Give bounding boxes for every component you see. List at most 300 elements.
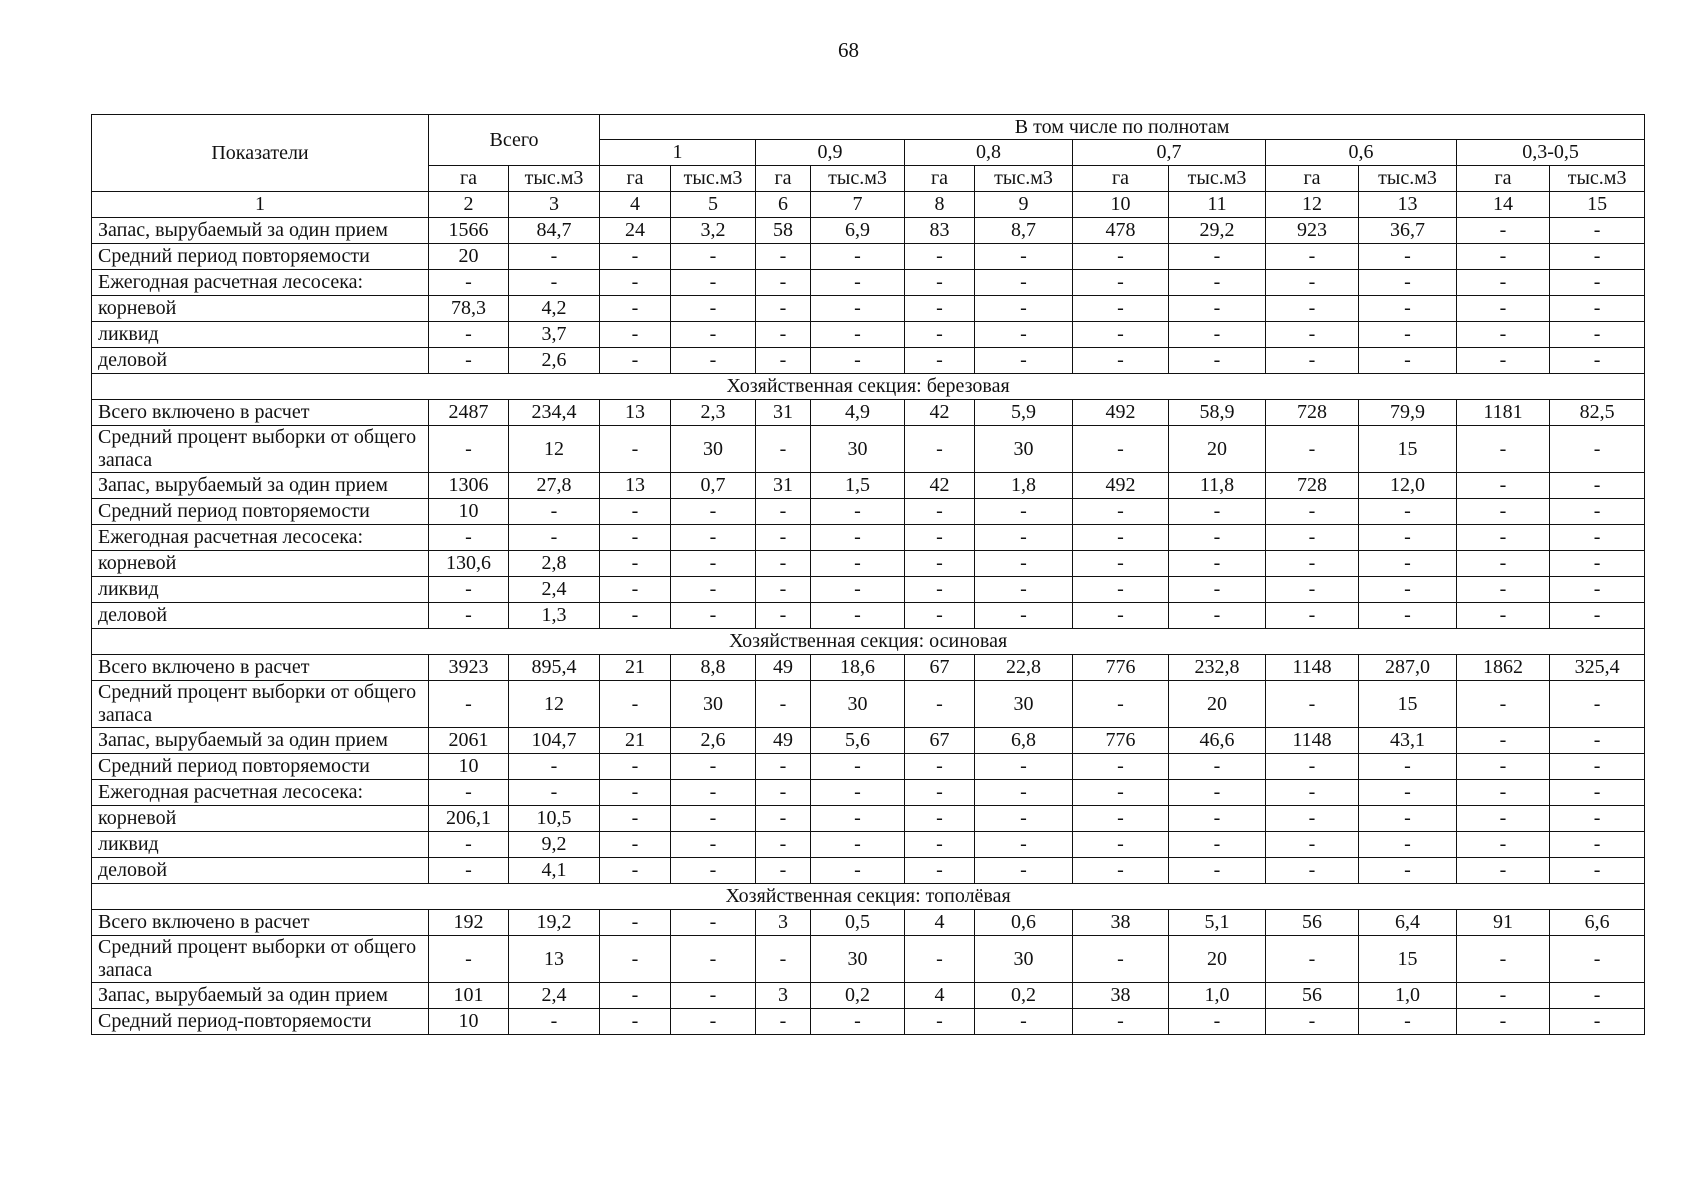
row-label: Запас, вырубаемый за один прием [92,728,429,754]
table-row [92,983,1645,1009]
table-cell: - [1457,806,1550,832]
table-cell: - [905,270,975,296]
table-cell: - [811,780,905,806]
table-cell: 10 [429,499,509,525]
table-cell: - [1266,681,1359,728]
table-row [92,551,1645,577]
table-cell: - [429,858,509,884]
table-cell: - [975,1009,1073,1035]
column-number: 2 [429,192,509,218]
table-cell: - [600,525,671,551]
table-cell: 4,9 [811,400,905,426]
table-cell: - [905,322,975,348]
table-cell: - [1457,936,1550,983]
table-cell: 22,8 [975,655,1073,681]
table-cell: - [671,551,756,577]
table-cell: - [811,858,905,884]
table-row [92,473,1645,499]
table-cell: - [1073,348,1169,374]
table-cell: - [429,525,509,551]
table-cell: - [1457,728,1550,754]
table-row [92,244,1645,270]
table-header [92,115,1645,218]
table-cell: - [671,603,756,629]
table-row [92,655,1645,681]
table-cell: 325,4 [1550,655,1645,681]
table-cell: - [1073,270,1169,296]
table-cell: 728 [1266,400,1359,426]
row-label: Ежегодная расчетная лесосека: [92,270,429,296]
table-cell: 776 [1073,655,1169,681]
table-cell: - [671,348,756,374]
table-cell: 10 [429,1009,509,1035]
table-row [92,806,1645,832]
table-cell: - [600,577,671,603]
table-cell: - [600,551,671,577]
table-cell: 30 [975,681,1073,728]
table-cell: - [1359,832,1457,858]
row-label: ликвид [92,577,429,603]
table-cell: - [1073,858,1169,884]
table-cell: - [1266,499,1359,525]
row-label: Средний процент выборки от общего запаса [92,936,429,983]
table-row [92,577,1645,603]
table-cell: - [1457,551,1550,577]
table-cell: - [1169,780,1266,806]
table-cell: - [1073,754,1169,780]
table-cell: - [811,603,905,629]
table-cell: - [1457,754,1550,780]
table-cell: - [811,322,905,348]
table-cell: 78,3 [429,296,509,322]
table-cell: - [1457,499,1550,525]
table-cell: 12 [509,681,600,728]
table-cell: 9,2 [509,832,600,858]
table-cell: - [975,525,1073,551]
table-cell: 2,4 [509,577,600,603]
table-cell: - [1266,270,1359,296]
table-cell: - [600,426,671,473]
table-cell: - [811,296,905,322]
header-unit-volume: тыс.м3 [1550,166,1645,192]
table-cell: 1,3 [509,603,600,629]
table-cell: 58 [756,218,811,244]
column-number: 4 [600,192,671,218]
table-cell: 38 [1073,983,1169,1009]
table-cell: 91 [1457,910,1550,936]
table-cell: 206,1 [429,806,509,832]
table-row [92,348,1645,374]
row-label: деловой [92,348,429,374]
column-number: 5 [671,192,756,218]
table-cell: - [1359,551,1457,577]
table-cell: - [975,754,1073,780]
table-cell: - [1550,525,1645,551]
table-cell: 3 [756,983,811,1009]
table-cell: - [1457,244,1550,270]
table-cell: 4 [905,983,975,1009]
row-label: Всего включено в расчет [92,910,429,936]
table-cell: - [905,577,975,603]
table-cell: - [1169,525,1266,551]
table-cell: - [1266,936,1359,983]
table-cell: - [600,780,671,806]
table-cell: - [1550,426,1645,473]
table-cell: - [756,936,811,983]
table-cell: 101 [429,983,509,1009]
table-cell: - [1073,780,1169,806]
table-cell: 19,2 [509,910,600,936]
table-cell: - [1550,983,1645,1009]
table-cell: - [1073,806,1169,832]
table-cell: 38 [1073,910,1169,936]
table-cell: - [1266,858,1359,884]
table-cell: - [1457,218,1550,244]
header-density-0-6: 0,6 [1266,140,1457,166]
table-cell: - [1073,577,1169,603]
table-cell: - [671,936,756,983]
table-cell: 30 [671,426,756,473]
table-cell: 1148 [1266,728,1359,754]
table-cell: 5,6 [811,728,905,754]
table-cell: - [671,754,756,780]
table-cell: - [1550,1009,1645,1035]
table-cell: 2,3 [671,400,756,426]
table-cell: 49 [756,655,811,681]
table-cell: 6,6 [1550,910,1645,936]
table-cell: 1181 [1457,400,1550,426]
table-cell: - [600,681,671,728]
table-cell: 27,8 [509,473,600,499]
table-cell: - [905,754,975,780]
header-density-0-9: 0,9 [756,140,905,166]
table-cell: - [975,270,1073,296]
table-cell: - [1169,858,1266,884]
table-cell: - [600,1009,671,1035]
table-row [92,754,1645,780]
table-cell: - [1359,806,1457,832]
table-cell: - [1073,681,1169,728]
header-unit-volume: тыс.м3 [811,166,905,192]
column-number: 14 [1457,192,1550,218]
table-cell: 0,2 [811,983,905,1009]
table-cell: - [1169,603,1266,629]
row-label: Ежегодная расчетная лесосека: [92,780,429,806]
table-cell: - [671,910,756,936]
table-cell: 192 [429,910,509,936]
table-cell: 15 [1359,681,1457,728]
table-cell: - [671,322,756,348]
table-cell: - [1359,244,1457,270]
row-label: Средний процент выборки от общего запаса [92,681,429,728]
table-cell: - [671,577,756,603]
table-cell: - [1169,577,1266,603]
row-label: деловой [92,858,429,884]
table-row [92,936,1645,983]
table-cell: 30 [811,681,905,728]
table-cell: 21 [600,655,671,681]
header-by-density: В том числе по полнотам [600,115,1645,140]
table-cell: - [1457,780,1550,806]
table-cell: 67 [905,655,975,681]
table-cell: 234,4 [509,400,600,426]
column-number: 1 [92,192,429,218]
table-cell: - [1550,603,1645,629]
header-unit-area: га [1073,166,1169,192]
table-cell: - [756,577,811,603]
table-cell: - [1266,754,1359,780]
table-cell: - [1359,780,1457,806]
column-number: 10 [1073,192,1169,218]
table-cell: 43,1 [1359,728,1457,754]
table-cell: - [1550,806,1645,832]
row-label: корневой [92,296,429,322]
table-row [92,728,1645,754]
table-cell: - [905,858,975,884]
table-cell: 24 [600,218,671,244]
table-cell: - [429,270,509,296]
table-cell: - [811,577,905,603]
table-cell: - [905,936,975,983]
header-density-0-8: 0,8 [905,140,1073,166]
table-cell: - [1359,858,1457,884]
table-row [92,858,1645,884]
table-cell: - [1359,525,1457,551]
table-cell: - [1266,426,1359,473]
table-cell: - [975,348,1073,374]
table-cell: 12 [509,426,600,473]
table-cell: 776 [1073,728,1169,754]
table-cell: - [1359,499,1457,525]
table-cell: 18,6 [811,655,905,681]
table-cell: - [429,426,509,473]
table-cell: - [429,603,509,629]
table-cell: 31 [756,473,811,499]
table-row [92,499,1645,525]
table-cell: - [975,244,1073,270]
table-cell: - [1169,832,1266,858]
table-cell: - [975,551,1073,577]
table-cell: - [509,1009,600,1035]
row-label: Всего включено в расчет [92,400,429,426]
table-cell: - [1266,780,1359,806]
table-cell: 83 [905,218,975,244]
table-cell: 5,1 [1169,910,1266,936]
table-row [92,218,1645,244]
table-cell: 2487 [429,400,509,426]
table-row [92,525,1645,551]
table-cell: - [1073,426,1169,473]
table-cell: - [756,754,811,780]
table-cell: - [811,806,905,832]
table-cell: - [975,577,1073,603]
table-row [92,322,1645,348]
table-cell: - [1457,832,1550,858]
table-cell: - [975,832,1073,858]
table-cell: - [811,525,905,551]
table-row [92,270,1645,296]
table-cell: - [429,681,509,728]
column-number: 8 [905,192,975,218]
table-cell: - [905,681,975,728]
header-unit-volume: тыс.м3 [1169,166,1266,192]
table-cell: - [905,525,975,551]
table-cell: 2,4 [509,983,600,1009]
table-cell: - [975,806,1073,832]
column-number: 3 [509,192,600,218]
table-cell: 0,7 [671,473,756,499]
table-row [92,780,1645,806]
table-cell: - [1457,322,1550,348]
table-cell: - [975,296,1073,322]
header-density-1: 1 [600,140,756,166]
table-cell: - [1266,1009,1359,1035]
table-cell: - [1169,551,1266,577]
table-cell: - [1550,322,1645,348]
table-cell: - [811,754,905,780]
table-cell: - [756,296,811,322]
table-cell: 6,9 [811,218,905,244]
table-cell: 12,0 [1359,473,1457,499]
table-cell: - [1073,296,1169,322]
table-cell: 6,4 [1359,910,1457,936]
table-cell: - [1073,1009,1169,1035]
table-cell: - [1073,322,1169,348]
table-cell: - [671,296,756,322]
table-cell: 49 [756,728,811,754]
table-cell: - [1550,270,1645,296]
table-cell: - [905,426,975,473]
table-cell: - [1266,603,1359,629]
table-cell: - [671,806,756,832]
table-cell: - [811,832,905,858]
table-cell: - [1457,681,1550,728]
table-cell: 895,4 [509,655,600,681]
table-cell: 3,2 [671,218,756,244]
table-cell: - [600,348,671,374]
table-cell: - [600,499,671,525]
table-cell: - [1550,244,1645,270]
table-cell: 2,6 [671,728,756,754]
table-cell: 42 [905,400,975,426]
table-cell: - [1457,577,1550,603]
table-cell: - [1266,244,1359,270]
header-unit-area: га [1457,166,1550,192]
section-title: Хозяйственная секция: березовая [92,374,1645,400]
table-cell: - [1073,244,1169,270]
table-cell: 287,0 [1359,655,1457,681]
header-unit-area: га [1266,166,1359,192]
section-row [92,884,1645,910]
table-cell: - [1550,473,1645,499]
table-cell: 728 [1266,473,1359,499]
table-cell: - [756,681,811,728]
table-cell: - [1266,348,1359,374]
table-cell: - [1359,270,1457,296]
table-cell: - [1169,754,1266,780]
table-cell: - [429,348,509,374]
table-cell: - [1266,832,1359,858]
table-cell: - [1169,348,1266,374]
table-cell: - [905,499,975,525]
table-cell: 29,2 [1169,218,1266,244]
header-unit-volume: тыс.м3 [975,166,1073,192]
table-cell: 56 [1266,983,1359,1009]
table-cell: 130,6 [429,551,509,577]
row-label: Всего включено в расчет [92,655,429,681]
table-cell: - [756,806,811,832]
column-number: 15 [1550,192,1645,218]
table-cell: - [429,832,509,858]
table-cell: - [905,1009,975,1035]
table-cell: 2061 [429,728,509,754]
table-cell: 10 [429,754,509,780]
table-cell: 58,9 [1169,400,1266,426]
table-cell: - [671,1009,756,1035]
table-cell: - [756,348,811,374]
table-cell: - [1550,936,1645,983]
table-cell: 2,6 [509,348,600,374]
table-cell: 478 [1073,218,1169,244]
row-label: корневой [92,551,429,577]
table-cell: 84,7 [509,218,600,244]
section-row [92,374,1645,400]
table-row [92,910,1645,936]
table-row [92,681,1645,728]
table-cell: 15 [1359,426,1457,473]
row-label: Запас, вырубаемый за один прием [92,983,429,1009]
table-cell: - [756,244,811,270]
table-cell: - [811,270,905,296]
table-cell: - [811,499,905,525]
section-row [92,629,1645,655]
table-cell: - [1550,780,1645,806]
column-number: 7 [811,192,905,218]
row-label: ликвид [92,322,429,348]
table-cell: - [509,525,600,551]
table-cell: 42 [905,473,975,499]
table-cell: 1,5 [811,473,905,499]
table-cell: 8,7 [975,218,1073,244]
table-cell: 232,8 [1169,655,1266,681]
table-cell: - [509,499,600,525]
table-cell: - [905,780,975,806]
table-cell: - [1169,270,1266,296]
table-cell: - [1457,426,1550,473]
table-cell: 30 [975,936,1073,983]
table-cell: - [509,780,600,806]
table-cell: 30 [975,426,1073,473]
table-cell: 20 [1169,681,1266,728]
table-cell: 15 [1359,936,1457,983]
table-cell: 36,7 [1359,218,1457,244]
table-cell: - [600,832,671,858]
table-cell: - [671,832,756,858]
table-cell: 104,7 [509,728,600,754]
table-cell: - [1169,806,1266,832]
table-cell: - [600,936,671,983]
table-cell: - [1457,348,1550,374]
table-cell: - [756,270,811,296]
table-cell: - [671,244,756,270]
table-row [92,832,1645,858]
page-number: 68 [838,38,859,62]
table-cell: - [756,525,811,551]
table-cell: - [975,499,1073,525]
table-cell: - [1457,983,1550,1009]
table-cell: - [811,551,905,577]
header-unit-area: га [600,166,671,192]
